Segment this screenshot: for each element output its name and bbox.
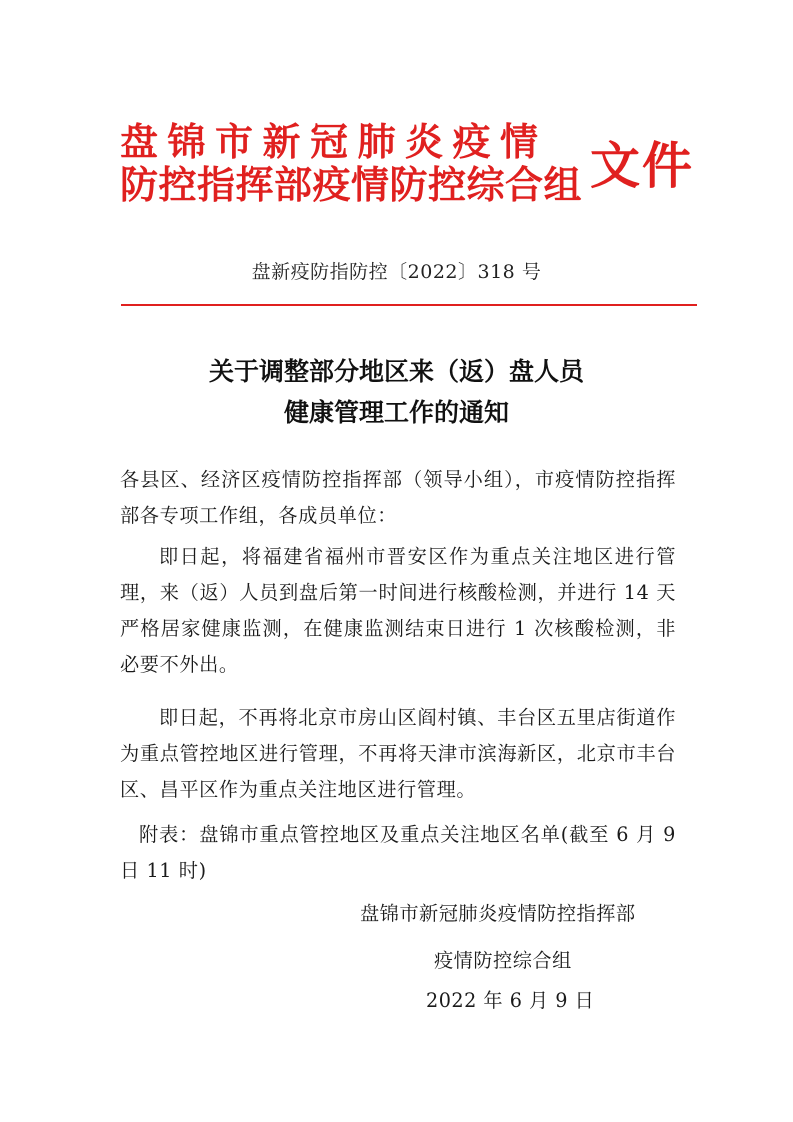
body-paragraph-1: 即日起，将福建省福州市晋安区作为重点关注地区进行管理，来（返）人员到盘后第一时间进行核酸检测，并进行 14 天严格居家健康监测，在健康监测结束日进行 1 次核酸检测，非必要不外出。 (120, 545, 676, 676)
issuing-authority-line-1: 盘锦市新冠肺炎疫情 (120, 119, 548, 164)
document-mark: 文件 (590, 136, 694, 195)
salutation: 各县区、经济区疫情防控指挥部（领导小组），市疫情防控指挥部各专项工作组，各成员单位： (120, 468, 676, 527)
attachment-note: 附表：盘锦市重点管控地区及重点关注地区名单(截至 6 月 9 日 11 时) (120, 823, 676, 882)
document-number: 盘新疫防指防控〔2022〕318 号 (251, 261, 542, 283)
signature-organization-line-2: 疫情防控综合组 (434, 949, 572, 972)
document-title-line-1: 关于调整部分地区来（返）盘人员 (208, 357, 584, 386)
body-paragraph-2: 即日起，不再将北京市房山区阎村镇、丰台区五里店街道作为重点管控地区进行管理，不再将天津市滨海新区，北京市丰台区、昌平区作为重点关注地区进行管理。 (120, 706, 676, 801)
red-separator-line (121, 304, 697, 306)
issuing-authority-line-2: 防控指挥部疫情防控综合组 (120, 162, 583, 207)
signature-date: 2022 年 6 月 9 日 (426, 989, 595, 1012)
signature-organization-line-1: 盘锦市新冠肺炎疫情防控指挥部 (360, 902, 636, 925)
document-title-line-2: 健康管理工作的通知 (283, 398, 509, 427)
